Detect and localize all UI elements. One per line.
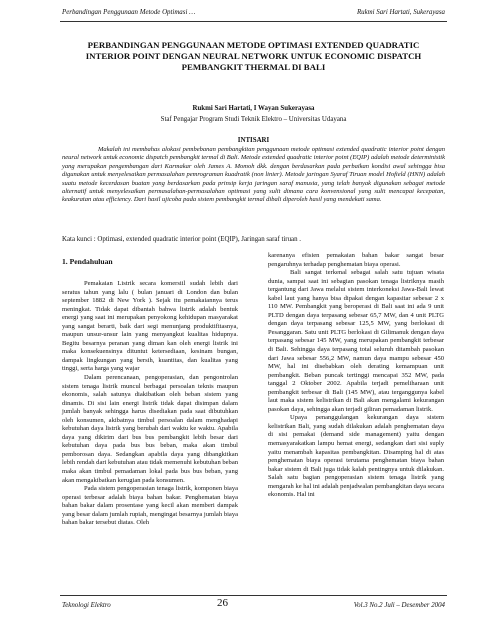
running-header [62, 8, 445, 17]
left-column [62, 257, 238, 528]
page-number: 26 [217, 597, 228, 609]
abstract-text: Makalah ini membahas alokasi pembebanan pembangkitan penggunaan metode optimasi extended quadratic interior point dengan neural network untuk economic dispatch pembangkit termal di Bali. Metode extended quadratic interior point (EQIP) adalah metode deterministik yang merupakan pengembangan dari Karmakar oleh James A. Momoh dkk. dengan berdasarkan pada perbaikan kondisi awal sehingga bisa digunakan untuk menyelesaikan permasalahan pemrograman kuadratik (non linier). Metode jaringan Syaraf Tiruan model Hofield (HNN) adalah suatu metode kecerdasan buatan yang berdasarkan pada prinsip kerja jaringan saraf manusia, yang telah banyak digunakan sebagai metode alternatif untuk menyelesaikan permasalahan-permasalahan optimasi yang sulit dimana cara konvensional yang sulit mencapai kecepatan, keakuratan atau efficiency. Dari hasil ujicoba pada sistem pembangkit termal dibali diperoleh hasil yang mendekati sama. [62, 146, 445, 204]
right-column [268, 252, 444, 500]
volume-info: Vol.3 No.2 Juli – Desember 2004 [353, 602, 445, 609]
running-header-left: Perbandingan Penggunaan Metode Optimasi … [62, 9, 196, 16]
keywords: Kata kunci : Optimasi, extended quadratic interior point (EQIP), Jaringan saraf tiruan . [62, 236, 301, 243]
abstract-heading: INTISARI [237, 137, 270, 144]
paper-title-line: PEMBANGKIT THERMAL DI BALI [181, 62, 326, 73]
authors: Rukmi Sari Hartati, I Wayan Sukerayasa [192, 105, 315, 112]
header-rule [60, 21, 447, 22]
abstract [62, 146, 445, 205]
body-paragraph: Pemakaian Listrik secara komersiil sudah lebih dari seratus tahun yang lalu ( bulan januari di London dan bulan september 1882 di New York ). Sejak itu pemakaiannya terus meningkat. Tidak dapat dibantah bahwa listrik adalah bentuk energi yang saat ini merupakan penyokong kehidupan masyarakat yang sangat berarti, baik dari segi menunjang produktifitasnya, maupun unsur-unsur lain yang menyangkut kualitas hidupnya. Begitu besarnya peranan yang diman kan oleh energi listrik ini maka konsekuensinya dituntut ketersediaan, kesinam bungan, dampak lingkungan yang bersih, kuantitas, dan kualitas yang tinggi, serta harga yang wajar [62, 280, 238, 373]
footer-rule [60, 595, 447, 596]
affiliation: Staf Pengajar Program Studi Teknik Elektro – Universitas Udayana [160, 116, 347, 123]
body-paragraph: Bali sangat terkenal sebagai salah satu tujuan wisata dunia, sampai saat ini sebagian pasokan tenaga listriknya masih tergantung dari Jawa melalui sistem interkoneksi Jawa-Bali lewat kabel laut yang hanya bisa dipakai dengan kapasitar sebesar 2 x 110 MW. Pembangkit yang beroperasi di Bali saat ini ada 9 unit PLTD dengan daya terpasang sebesar 65,7 MW, dan 4 unit PLTG dengan daya terpasang sebesar 125,5 MW, yang berlokasi di Pesanggaran. Satu unit PLTG berlokasi di Gilimanuk dengan daya terpasang sebesar 145 MW, yang merupakan pembangkit terbesar di Bali. Sehingga daya terpasang total seluruh ditambah pasokan dari Jawa sebesar 556,2 MW, namun daya mampu sebesar 450 MW, hal ini disebabkan oleh derating kemampuan unit pembangkit. Beban puncak tertinggi mencapai 352 MW, pada tanggal 2 Oktober 2002. Apabila terjadi pemeliharaan unit pembangkit terbesar di Bali (145 MW), atau terganggunya kabel laut maka sistem kelistrikan di Bali akan mengalami kekurangan pasokan daya, sehingga akan terjadi giliran pemadaman listrik. [268, 269, 444, 413]
journal-name: Teknologi Elektro [62, 602, 111, 609]
paper-title-line: INTERIOR POINT DENGAN NEURAL NETWORK UNTUK ECONOMIC DISPATCH [85, 51, 422, 62]
body-paragraph: Dalam perencanaan, pengoperasian, dan pengontrolan sistem tenaga listrik muncul berbagai persoalan teknis maupun ekonomis, salah satunya diakibatkan oleh beban sistem yang dinamis. Di sisi lain energi listrik tidak dapat disimpan dalam jumlah banyak sehingga harus disediakan pada saat dibutuhkan oleh konsumen, akibatnya timbul persoalan dalam menghadapi kebutuhan daya listrik yang berubah dari waktu ke waktu. Apabila daya yang dikirim dari bus bus pembangkit lebih besar dari kebutuhan daya pada bus bus beban, maka akan timbul pemborosan daya. Sedangkan apabila daya yang dibangkitkan lebih rendah dari kebutuhan atau tidak memenuhi kebutuhan beban maka akan timbul pemadaman lokal pada bus bus beban, yang akan mengakibatkan kerugian pada konsumen. [62, 374, 238, 484]
body-paragraph: Pada sistem pengoperasian tenaga listrik, komponen biaya operasi terbesar adalah biaya bahan bakar. Penghematan biaya bahan bakar dalam prosentase yang kecil akan memberi dampak yang besar dalam jumlah rupiah, mengingat besarnya jumlah biaya bahan bakar tersebut diatas. Oleh [62, 485, 238, 527]
paper-title-line: PERBANDINGAN PENGGUNAAN METODE OPTIMASI EXTENDED QUADRATIC [87, 40, 420, 50]
paper-title [62, 40, 445, 74]
body-paragraph: karenanya efisien pemakaian bahan bakar sangat besar pengaruhnya terhadap penghematan biaya operasi. [268, 252, 444, 268]
running-header-right: Rukmi Sari Hartati, Sukerayasa [356, 9, 445, 16]
section-heading: 1. Pendahuluan [62, 257, 113, 266]
body-paragraph: Upaya penanggulangan kekurangan daya sistem kelistrikan Bali, yang sudah dilakukan adalah penghematan daya di sisi pemakai (demand side management) yaitu dengan memasyarakatkan lampu hemat energi, sedangkan dari sisi suply yaitu menambah kapasitas pembangkitan. Disamping hal di atas penghematan biaya operasi terutama penghematan biaya bahan bakar sistem di Bali juga tidak kalah pentingnya untuk dilakukan. Salah satu bagian pengoperasian sistem tenaga listrik yang mengarah ke hal ini adalah penjadwalan pembangkitan daya secara ekonomis. Hal ini [268, 414, 444, 499]
